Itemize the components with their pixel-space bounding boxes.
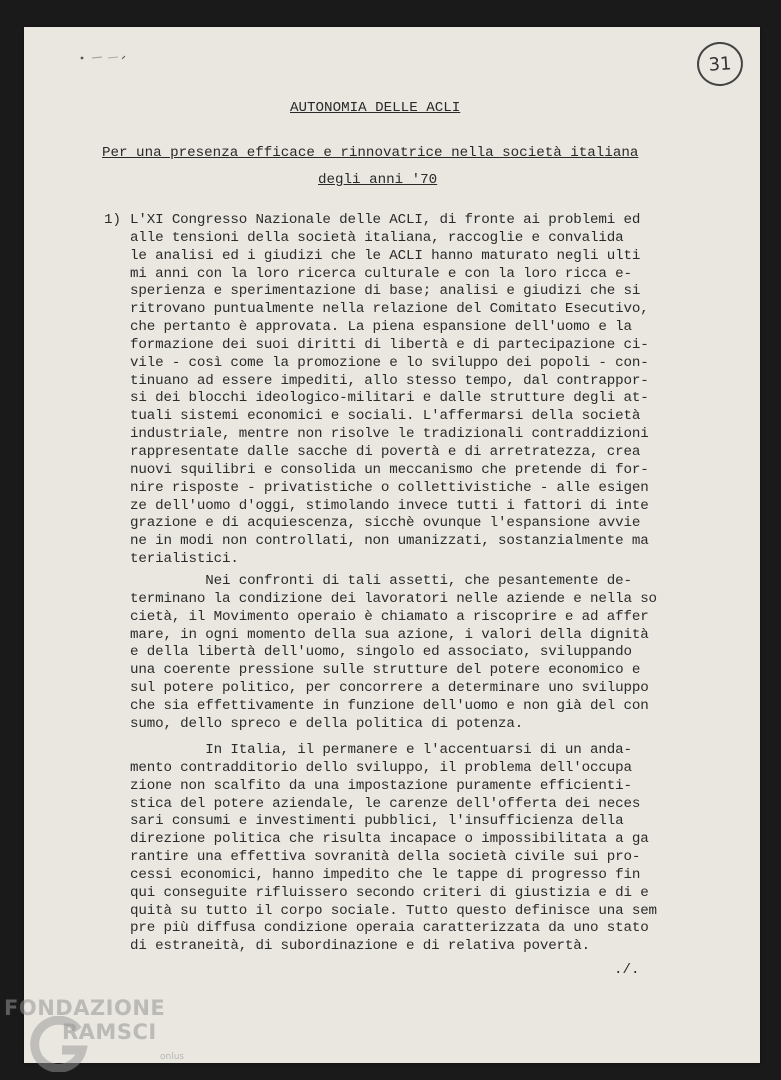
text-line: ritrovano puntualmente nella relazione del Comitato Esecutivo, xyxy=(130,301,649,318)
text-line: di estraneità, di subordinazione e di relativa povertà. xyxy=(130,938,591,955)
text-line: direzione politica che risulta incapace o impossibilitata a ga xyxy=(130,831,649,848)
text-line: terminano la condizione dei lavoratori nelle aziende e nella so xyxy=(130,590,657,607)
text-line: rantire una effettiva sovranità della società civile sui pro- xyxy=(130,849,641,866)
text-line: quità su tutto il corpo sociale. Tutto questo definisce una sem xyxy=(130,902,657,919)
text-line: mi anni con la loro ricerca culturale e con la loro ricca e- xyxy=(130,265,632,282)
text-line: mare, in ogni momento della sua azione, i valori della dignità xyxy=(130,626,649,643)
text-line: alle tensioni della società italiana, raccoglie e convalida xyxy=(130,229,624,246)
text-line: ne in modi non controllati, non umanizzati, sostanzialmente ma xyxy=(130,533,649,550)
text-line: rappresentate dalle sacche di povertà e di arretratezza, crea xyxy=(130,443,641,460)
text-line: industriale, mentre non risolve le tradizionali contraddizioni xyxy=(130,426,649,443)
text-line: vile - così come la promozione e lo sviluppo dei popoli - con- xyxy=(130,354,649,371)
watermark-onlus: onlus xyxy=(160,1052,185,1062)
page-number-circled: 31 xyxy=(696,40,745,87)
text-line: L'XI Congresso Nazionale delle ACLI, di fronte ai problemi ed xyxy=(130,212,641,228)
corner-pencil-mark xyxy=(78,52,128,62)
text-line: tinuano ad essere impediti, allo stesso tempo, dal contrappor- xyxy=(130,372,649,389)
continuation-mark: ./. xyxy=(614,962,640,978)
text-line: che sia effettivamente in funzione dell'uomo e non già del con xyxy=(130,697,649,714)
text-line: terialistici. xyxy=(130,551,239,568)
text-line: zione non scalfito da una impostazione puramente efficienti- xyxy=(130,777,632,794)
text-line: sumo, dello spreco e della politica di potenza. xyxy=(130,715,524,732)
text-line: qui conseguite rifluissero secondo criteri di giustizia e di e xyxy=(130,884,649,901)
text-line: cessi economici, hanno impedito che le tappe di progresso fin xyxy=(130,866,641,883)
text-line: sperienza e sperimentazione di base; analisi e giudizi che si xyxy=(130,283,641,300)
text-line: tuali sistemi economici e sociali. L'affermarsi della società xyxy=(130,408,641,425)
text-line: formazione dei suoi diritti di libertà e di partecipazione ci- xyxy=(130,336,649,353)
document-title: AUTONOMIA DELLE ACLI xyxy=(290,100,461,116)
document-subtitle-line2: degli anni '70 xyxy=(318,172,438,188)
text-line: In Italia, il permanere e l'accentuarsi di un anda- xyxy=(130,742,632,758)
text-line: Nei confronti di tali assetti, che pesantemente de- xyxy=(130,573,632,589)
paragraph-number: 1) xyxy=(104,212,122,228)
text-line: una coerente pressione sulle strutture del potere economico e xyxy=(130,662,641,679)
paragraph-2 xyxy=(130,573,690,734)
text-line: ze dell'uomo d'oggi, stimolando invece tutti i fattori di inte xyxy=(130,497,649,514)
text-line: che pertanto è approvata. La piena espansione dell'uomo e la xyxy=(130,319,632,336)
text-line: grazione e di acquiescenza, sicchè ovunque l'espansione avvie xyxy=(130,515,641,532)
text-line: sul potere politico, per concorrere a determinare uno sviluppo xyxy=(130,680,649,697)
text-line: cietà, il Movimento operaio è chiamato a riscoprire e ad affer xyxy=(130,608,649,625)
paragraph-1 xyxy=(130,212,690,569)
text-line: nire risposte - privatistiche o collettivistiche - alle esigen xyxy=(130,479,649,496)
text-line: le analisi ed i giudizi che le ACLI hanno maturato negli ulti xyxy=(130,247,641,264)
text-line: nuovi squilibri e consolida un meccanismo che pretende di for- xyxy=(130,461,649,478)
watermark-line2: RAMSCI xyxy=(62,1020,157,1044)
fondazione-gramsci-watermark xyxy=(4,996,194,1076)
watermark-line1: FONDAZIONE xyxy=(4,996,166,1020)
text-line: si dei blocchi ideologico-militari e dalle strutture degli at- xyxy=(130,390,649,407)
text-line: sari consumi e investimenti pubblici, l'insufficienza della xyxy=(130,813,624,830)
text-line: mento contradditorio dello sviluppo, il problema dell'occupa xyxy=(130,759,632,776)
paragraph-3 xyxy=(130,742,690,956)
text-line: stica del potere aziendale, le carenze dell'offerta dei neces xyxy=(130,795,641,812)
text-line: pre più diffusa condizione operaia caratterizzata da uno stato xyxy=(130,920,649,937)
document-subtitle-line1: Per una presenza efficace e rinnovatrice nella società italiana xyxy=(102,145,639,161)
text-line: e della libertà dell'uomo, singolo ed associato, sviluppando xyxy=(130,644,632,661)
